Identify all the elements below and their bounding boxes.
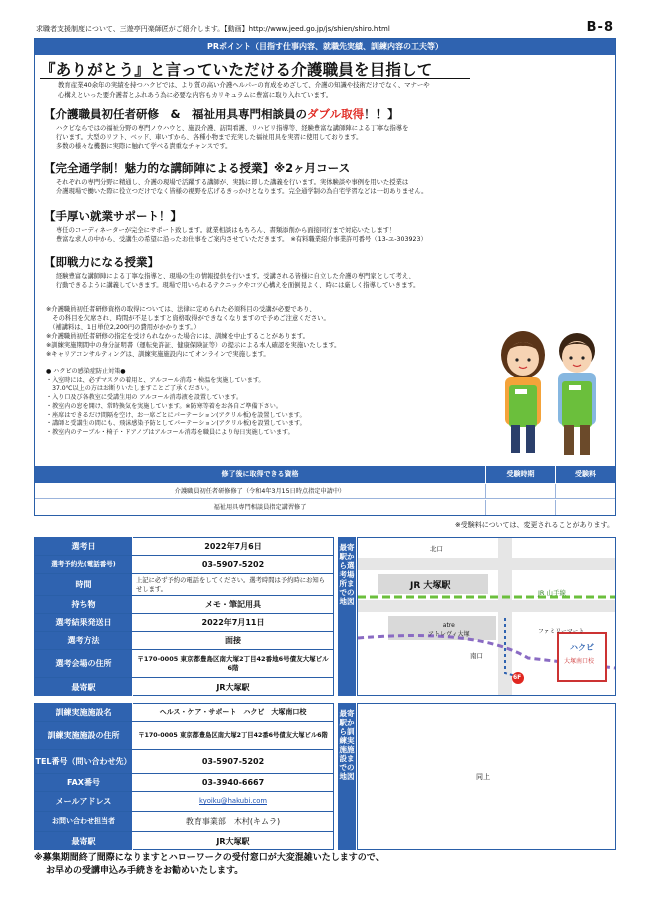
caregivers-illustration-icon xyxy=(485,315,615,465)
section-full-time xyxy=(44,160,604,196)
intro-line: 心構えといった要介護者とふれあう為に必要な内容もカリキュラムに豊富に取り入れています。 xyxy=(58,91,333,99)
exam-info-table xyxy=(34,537,334,696)
facility-tel-row: TEL番号（問い合わせ先） 03-5907-5202 xyxy=(35,749,333,773)
section-title: 【介護職員初任者研修 & 福祉用具専門相談員のダブル取得！！】 xyxy=(44,107,399,121)
section-double-license xyxy=(44,106,604,152)
exam-date-row: 選考日 2022年7月6日 xyxy=(35,537,333,555)
map-line-label: JR 山手線 xyxy=(538,589,566,597)
facility-contact-row: お問い合わせ担当者 教育事業部 木村(キムラ) xyxy=(35,811,333,831)
section-body: 経験豊富な講師陣による丁寧な指導と、現場の生の情報提供を行います。受講される皆様に自立した介護の専門家として考え、 行動できるように講義していきます。現場で用いられるテクニックやコツ心構えを面倒見よく、時には厳しく指導していきます。 xyxy=(56,273,420,290)
fee-note: ※受験料については、変更されることがあります。 xyxy=(454,521,614,529)
exam-time-row: 時間 上記に必ず予約の電話をしてください。選考時間は予約時にお知らせします。 xyxy=(35,573,333,595)
section-practical xyxy=(44,254,604,290)
map-familymart: ファミリーマート xyxy=(538,629,585,635)
exam-result-row: 選考結果発送日 2022年7月11日 xyxy=(35,613,333,631)
facility-address-row: 訓練実施施設の住所 〒170-0005 東京都豊島区南大塚2丁目42番6号債友大塚ビル6階 xyxy=(35,721,333,749)
facility-map-label: 最寄駅から訓練実施施設までの地図 xyxy=(338,703,356,850)
section-title: 【完全通学制！魅力的な講師陣による授業】※2ヶ月コース xyxy=(44,161,351,175)
facility-email-row: メールアドレス kyoiku@hakubi.com xyxy=(35,791,333,811)
qualification-row: 福祉用具専門相談員指定講習修了 xyxy=(35,500,615,515)
email-link[interactable]: kyoiku@hakubi.com xyxy=(199,797,267,805)
facility-station-row: 最寄駅 JR大塚駅 xyxy=(35,831,333,850)
page-code: B-8 xyxy=(586,20,614,35)
headline-underline xyxy=(40,78,470,79)
intro-text xyxy=(58,80,578,100)
map-floor-marker: 6F xyxy=(513,674,522,681)
header-video-line: 求職者支援制度について、三遊亭円楽師匠がご紹介します。【動画】http://www.jeed.go.jp/js/shien/shiro.html xyxy=(36,25,390,33)
pr-bar: PRポイント（目指す仕事内容、就職先実績、訓練内容の工夫等） xyxy=(35,39,615,55)
headline: 『ありがとう』と言っていただける介護職員を目指して xyxy=(40,61,433,79)
map-south-exit: 南口 xyxy=(470,652,483,660)
infection-measures: ● ハクビの感染症防止対策● ・入室時には、必ずマスクの着用と、アルコール消毒・検温を実施しています。 37.0℃以上の方はお断りいたしますことご了承ください。 ・入り口及び各教室に受講生用の アルコール消毒液を設置しています。 ・教室内の窓を開け、常時換気を実施しています。※防寒等着をお各自ご準備下さい。 ・座席はできるだけ間隔を空け、お一席ごとにパーテーション(アクリル板)を設置しています。 ・講師と受講生の間にも、飛沫感染予防としてパーテーション(アクリル板)を設置しています。 ・教室内のテーブル・椅子・ドアノブはアルコール消毒を職員により毎日実施しています。 xyxy=(46,368,306,436)
map xyxy=(357,537,616,696)
section-body: 専任のコーディネーターが完全にサポート致します。就業相談はもちろん、書類添削から面接同行まで対応いたします！ 豊富な求人の中から、受講生の希望に沿ったお仕事をご案内させていただきます。 ※有料職業紹介事業許可番号（13-ユ-303923） xyxy=(56,227,427,244)
map-atre: atre アトレヴィ大塚 xyxy=(428,622,470,638)
footer-notice: ※募集期間終了間際になりますとハローワークの受付窓口が大変混雑いたしますので、 お早めの受講申込み手続きをお勧めいたします。 xyxy=(34,853,385,876)
map-drawing xyxy=(358,538,615,695)
facility-fax-row: FAX番号 03-3940-6667 xyxy=(35,773,333,791)
qualification-row: 介護職員初任者研修修了（令和4年3月15日時点指定申請中） xyxy=(35,484,615,499)
exam-map-label: 最寄駅から選考場所までの地図 xyxy=(338,537,356,696)
section-job-support xyxy=(44,208,604,244)
section-title: 【手厚い就業サポート！】 xyxy=(44,209,182,223)
qualification-header: 修了後に取得できる資格 受験時期 受験料 xyxy=(35,466,615,483)
exam-phone-row: 選考予約先(電話番号) 03-5907-5202 xyxy=(35,555,333,573)
training-info-table xyxy=(34,703,334,850)
facility-name-row: 訓練実施施設名 ヘルス・ケア・サポート ハクビ 大塚南口校 xyxy=(35,703,333,721)
exam-items-row: 持ち物 メモ・筆記用具 xyxy=(35,595,333,613)
exam-station-row: 最寄駅 JR大塚駅 xyxy=(35,677,333,696)
map-branch-label: 大塚南口校 xyxy=(564,658,595,665)
section-body: それぞれの専門分野に精通し、介護の現場で活躍する講師が、実践に即した講義を行います。実体験談や事例を用いた授業は 介護現場で働いた際に役立つだけでなく皆様の視野を広げるきっかけとなります。完全通学制の為自宅学習などは一切ありません。 xyxy=(56,179,428,196)
section-title: 【即戦力になる授業】 xyxy=(44,255,159,269)
map-hakubi-logo: ハクビ xyxy=(570,643,594,652)
exam-address-row: 選考会場の住所 〒170-0005 東京都豊島区南大塚2丁目42番地6号債友大塚ビル6階 xyxy=(35,649,333,677)
map-north-exit: 北口 xyxy=(430,545,443,553)
intro-line: 教育産業40余年の実績を持つハクビでは、より質の高い介護ヘルパーの育成をめざして、介護の知識や技術だけでなく、マナーや xyxy=(58,81,430,89)
same-as-above: 同上 xyxy=(476,773,490,781)
exam-method-row: 選考方法 面接 xyxy=(35,631,333,649)
section-body: ハクビならではの福祉分野の専門ノウハウと、施設介護、訪問看護、リハビリ指導等、経験豊富な講師陣による丁寧な指導を 行います。大型のリフト、ベッド、車いすから、各種小物まで充実した福祉用具を実習に使用しております。 多数の様々な機器に実際に触れて学べる貴重なチャンスです。 xyxy=(56,125,409,151)
facility-map-box xyxy=(357,703,616,850)
notes: ※介護職員初任者研修資格の取得については、法律に定められた必須科目の受講が必要であり、 その科目を欠席され、時間が不足しますと資格取得ができなくなりますので予めご注意ください。 （補講料は、1日単位2,200円の費用がかかります。） ※介護職員初任者研修の指定を受けられなかった場合には、訓練を中止することがあります。 ※訓練実施期間中の身分証明書（運転免許証、健康保険証等）の提示による本人確認を実施いたします。 ※キャリアコンサルティングは、訓練実施施設内にてオンラインで実施します。 xyxy=(46,306,341,359)
map-station: JR 大塚駅 xyxy=(410,581,451,591)
